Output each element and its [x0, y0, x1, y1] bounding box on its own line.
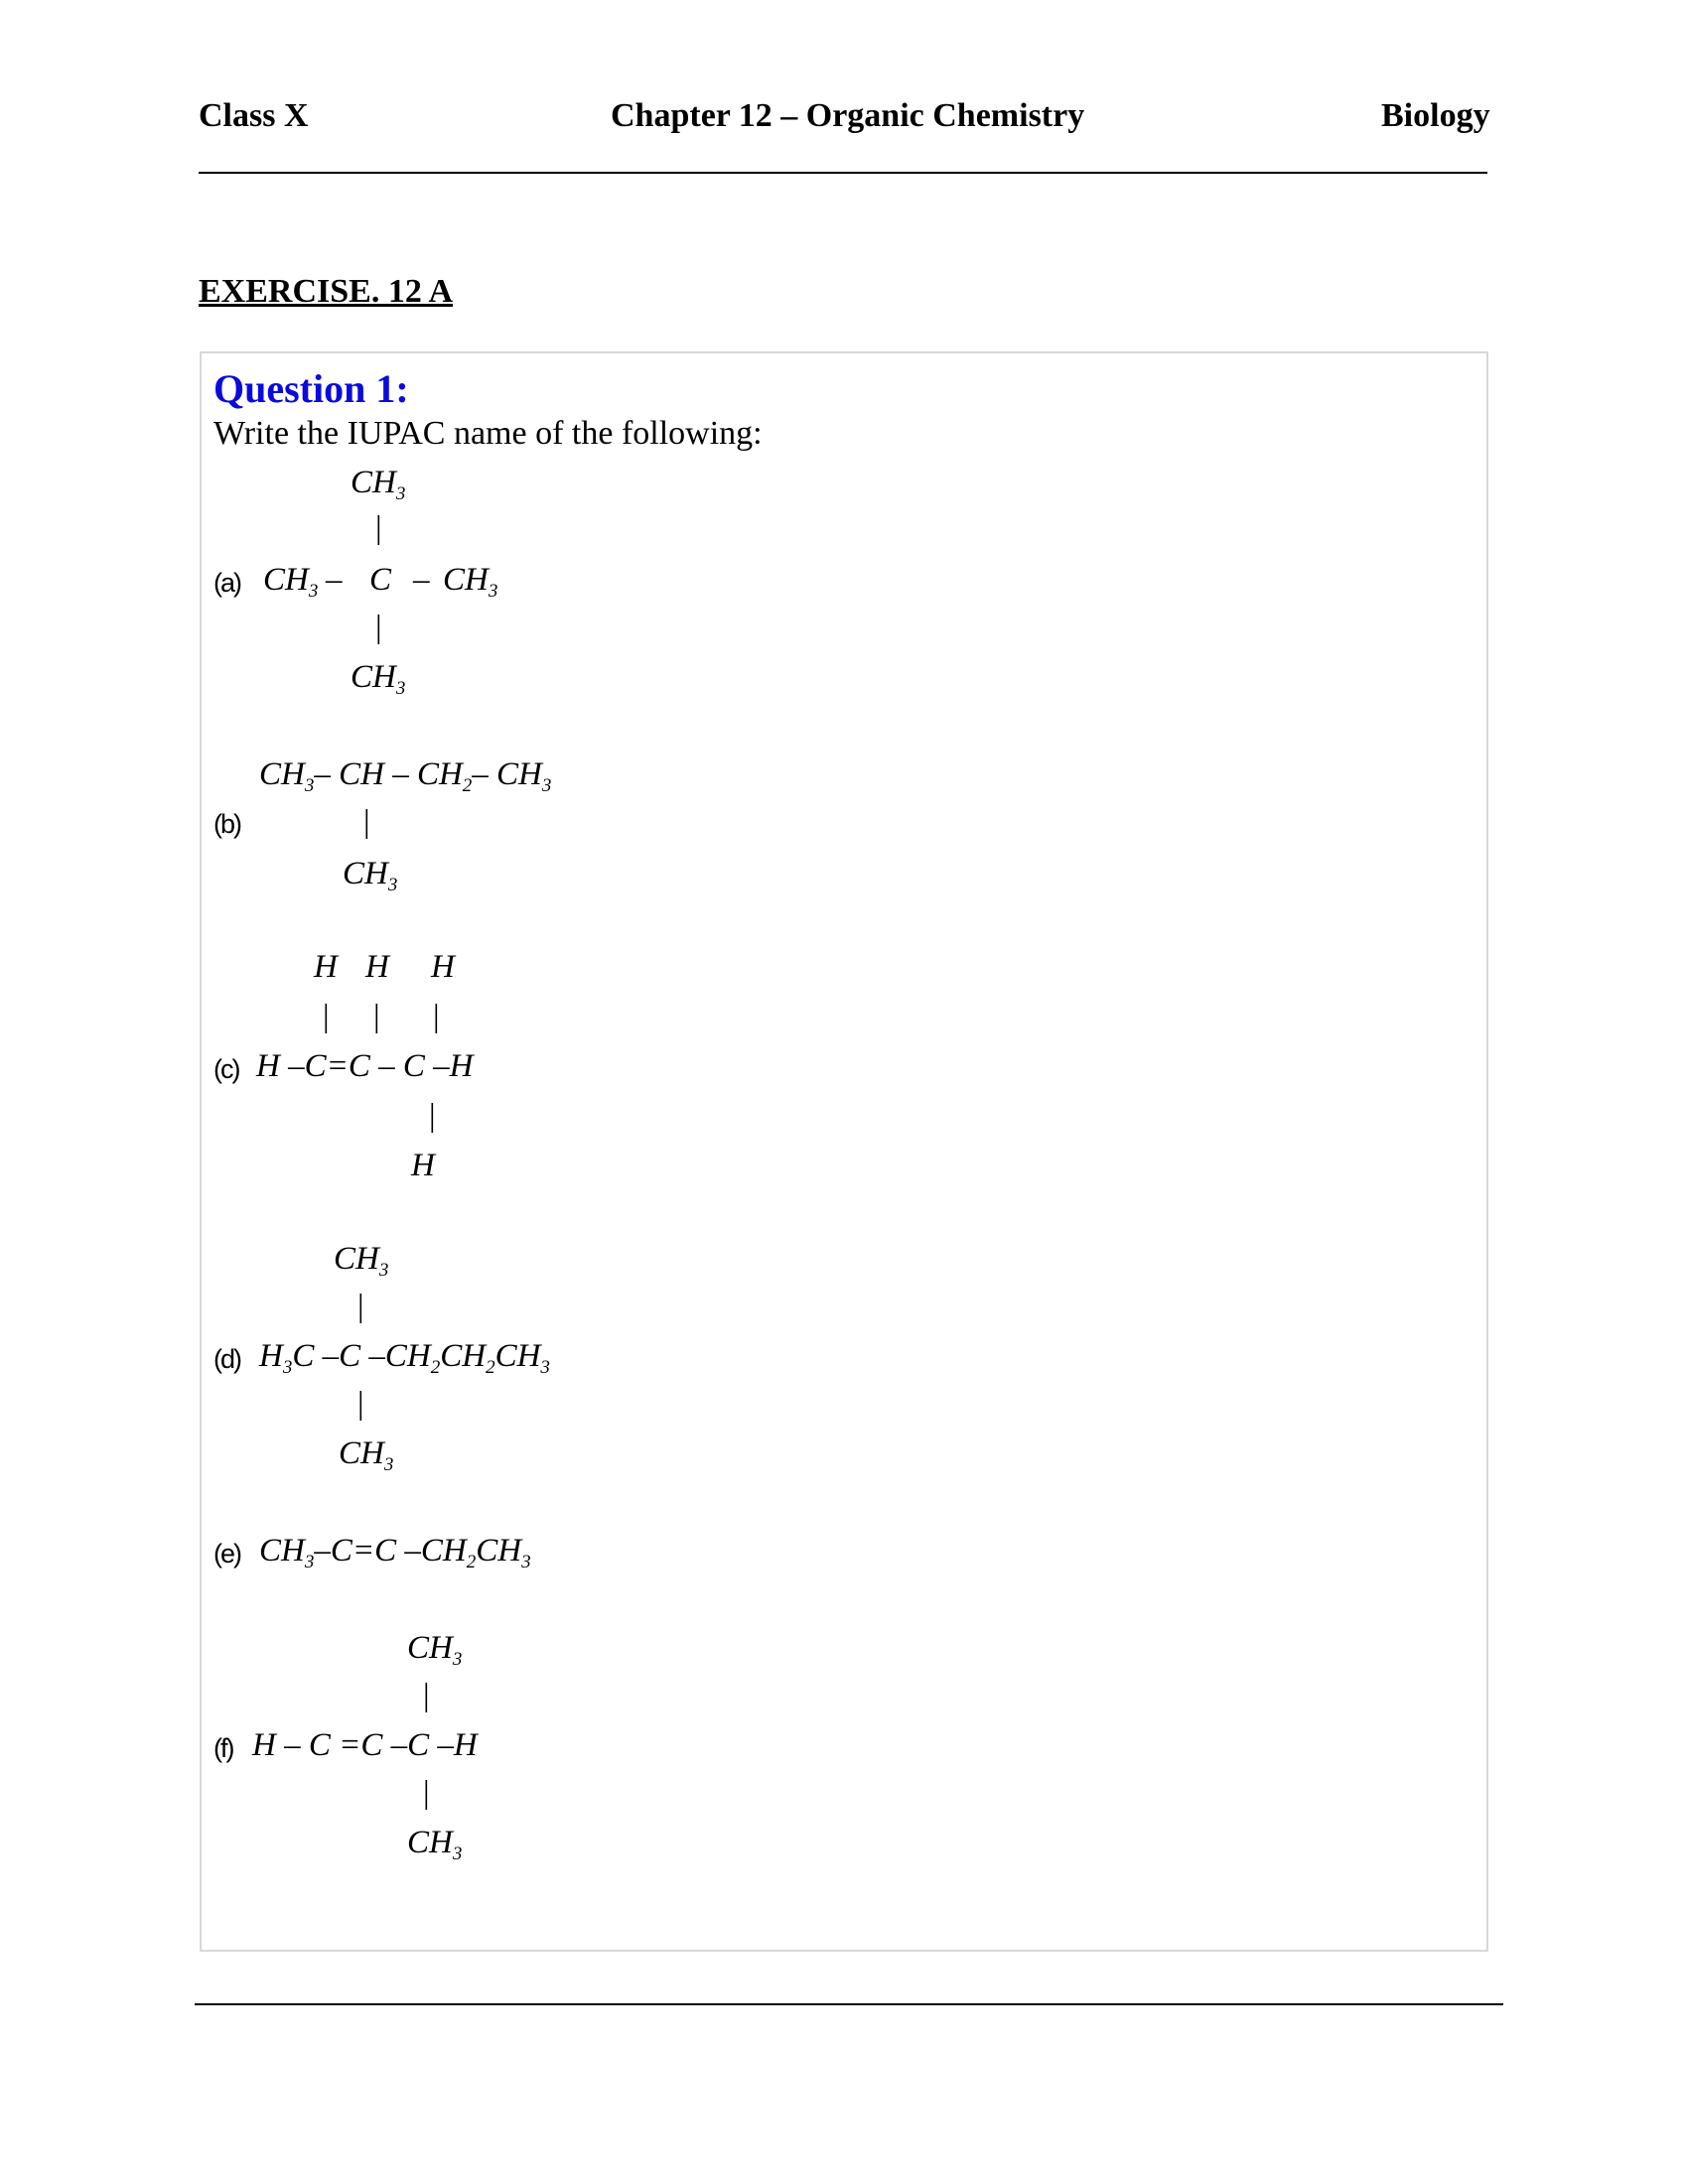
c-main-chain: H –C=C – C –H	[256, 1048, 474, 1084]
b-main-chain: $CH_3-$ CH – $CH_2-$ $CH_3$	[259, 756, 552, 796]
f-top-bond: |	[423, 1678, 430, 1713]
header-divider	[199, 172, 1487, 174]
header-chapter: Chapter 12 – Organic Chemistry	[611, 97, 1085, 134]
c-top-h1: H	[314, 949, 338, 985]
c-top-h2: H	[365, 949, 389, 985]
c-top-bond2: |	[373, 999, 380, 1034]
label-f: (f)	[213, 1733, 233, 1763]
e-main-chain: $CH_3-C=C$ $-CH_2CH_3$	[259, 1533, 531, 1572]
question-title: Question 1:	[213, 366, 409, 411]
label-b: (b)	[213, 809, 240, 839]
c-top-h3: H	[431, 949, 455, 985]
label-d: (d)	[213, 1344, 240, 1374]
header-class: Class X	[199, 97, 309, 134]
d-top-ch3: $CH_3$	[334, 1241, 389, 1281]
footer-divider	[195, 2003, 1503, 2005]
c-bottom-bond: |	[429, 1098, 436, 1134]
f-main-chain: H – C =C –C –H	[252, 1727, 478, 1763]
c-bottom-h: H	[411, 1148, 435, 1183]
label-c: (c)	[213, 1054, 239, 1084]
a-left-dash: –	[326, 562, 343, 598]
a-left-ch3: $CH_3$	[263, 562, 319, 602]
b-branch-ch3: $CH_3$	[343, 856, 398, 895]
d-bottom-ch3: $CH_3$	[339, 1435, 394, 1475]
label-e: (e)	[213, 1539, 240, 1569]
a-right-dash: –	[413, 562, 430, 598]
header-subject: Biology	[1381, 97, 1490, 134]
c-top-bond1: |	[323, 999, 330, 1034]
a-center-c: C	[369, 562, 392, 598]
d-main-chain: $H_3C$ –C $-CH_2CH_2CH_3$	[259, 1338, 550, 1378]
a-bottom-bond: |	[375, 610, 382, 645]
d-top-bond: |	[357, 1289, 364, 1324]
a-right-ch3: $CH_3$	[443, 562, 498, 602]
f-bottom-ch3: $CH_3$	[407, 1825, 463, 1864]
c-top-bond3: |	[433, 999, 440, 1034]
a-bottom-ch3: $CH_3$	[351, 659, 406, 699]
exercise-title: EXERCISE. 12 A	[199, 273, 454, 310]
question-text: Write the IUPAC name of the following:	[213, 415, 763, 452]
a-top-ch3: $CH_3$	[351, 465, 406, 504]
f-bottom-bond: |	[423, 1775, 430, 1811]
question-box	[200, 351, 1488, 1952]
a-top-bond: |	[375, 510, 382, 546]
f-top-ch3: $CH_3$	[407, 1630, 463, 1670]
label-a: (a)	[213, 568, 240, 598]
d-bottom-bond: |	[357, 1386, 364, 1422]
b-branch-bond: |	[363, 804, 370, 840]
